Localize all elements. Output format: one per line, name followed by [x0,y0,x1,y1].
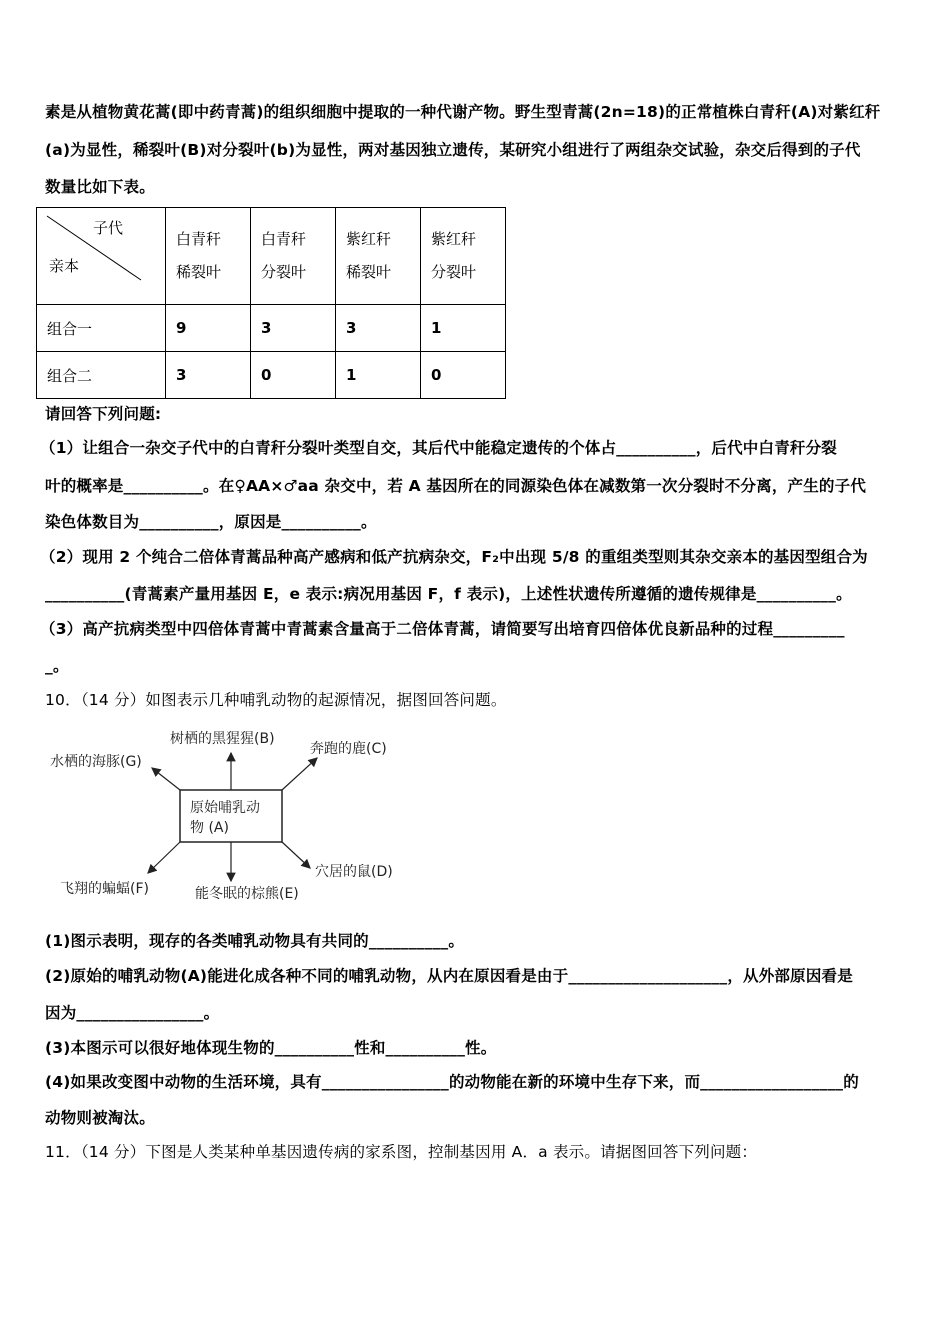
label-mouse: 穴居的鼠(D) [315,864,393,880]
intro-line: (a)为显性，稀裂叶(B)对分裂叶(b)为显性，两对基因独立遗传，某研究小组进行了两组杂交试验，杂交后得到的子代 [45,141,861,159]
table-cell: 1 [421,305,506,352]
q9-line: 染色体数目为__________，原因是__________。 [45,513,377,531]
table-cell: 3 [251,305,336,352]
q11-title: 11．（14 分）下图是人类某种单基因遗传病的家系图，控制基因用 A．a 表示。请据图回答下列问题： [45,1143,758,1161]
table-cell: 3 [166,352,251,399]
intro-line: 素是从植物黄花蒿(即中药青蒿)的组织细胞中提取的一种代谢产物。野生型青蒿(2n=18)的正常植株白青秆(A)对紫红秆 [45,103,881,121]
intro-line: 数量比如下表。 [45,178,155,196]
mammal-origin-diagram [45,718,415,908]
row-label: 组合一 [37,305,166,352]
cross-results-table [36,207,506,399]
center-label: 物 (A) [190,820,229,836]
table-corner-cell [37,208,166,305]
table-header: 紫红秆 稀裂叶 [336,208,421,305]
table-header: 白青秆 稀裂叶 [166,208,251,305]
label-bear: 能冬眠的棕熊(E) [195,886,299,902]
q10-line: (2)原始的哺乳动物(A)能进化成各种不同的哺乳动物，从内在原因看是由于____________________，从外部原因看是 [45,967,853,985]
q9-line: （1）让组合一杂交子代中的白青秆分裂叶类型自交，其后代中能稳定遗传的个体占__________，后代中白青秆分裂 [40,439,837,457]
label-bat: 飞翔的蝙蝠(F) [60,881,149,897]
q10-line: 因为________________。 [45,1004,220,1022]
q9-line: __________(青蒿素产量用基因 E，e 表示:病况用基因 F，f 表示)，上述性状遗传所遵循的遗传规律是__________。 [45,585,852,603]
table-header: 白青秆 分裂叶 [251,208,336,305]
q10-title: 10．（14 分）如图表示几种哺乳动物的起源情况，据图回答问题。 [45,691,507,709]
table-cell: 1 [336,352,421,399]
q10-line: (1)图示表明，现存的各类哺乳动物具有共同的__________。 [45,932,465,950]
q10-line: (4)如果改变图中动物的生活环境，具有________________的动物能在新的环境中生存下来，而__________________的 [45,1073,859,1091]
label-chimpanzee: 树栖的黑猩猩(B) [170,731,275,747]
q9-line: _。 [45,657,69,675]
label-deer: 奔跑的鹿(C) [310,741,387,757]
table-cell: 9 [166,305,251,352]
table-cell: 0 [251,352,336,399]
center-label: 原始哺乳动 [190,800,260,816]
corner-top-label: 子代 [93,219,124,237]
q9-line: 叶的概率是__________。在♀AA×♂aa 杂交中，若 A 基因所在的同源染色体在减数第一次分裂时不分离，产生的子代 [45,477,867,495]
table-row [37,352,506,399]
q10-line: 动物则被淘汰。 [45,1109,155,1127]
row-label: 组合二 [37,352,166,399]
table-header: 紫红秆 分裂叶 [421,208,506,305]
q10-line: (3)本图示可以很好地体现生物的__________性和__________性。 [45,1039,497,1057]
q9-line: （2）现用 2 个纯合二倍体青蒿品种高产感病和低产抗病杂交，F₂中出现 5/8 的重组类型则其杂交亲本的基因型组合为 [40,548,868,566]
table-row [37,305,506,352]
label-dolphin: 水栖的海豚(G) [50,754,142,770]
q9-line: （3）高产抗病类型中四倍体青蒿中青蒿素含量高于二倍体青蒿，请简要写出培育四倍体优良新品种的过程_________ [40,620,845,638]
q9-prompt: 请回答下列问题: [45,405,162,423]
corner-bottom-label: 亲本 [49,257,80,275]
table-cell: 3 [336,305,421,352]
table-cell: 0 [421,352,506,399]
